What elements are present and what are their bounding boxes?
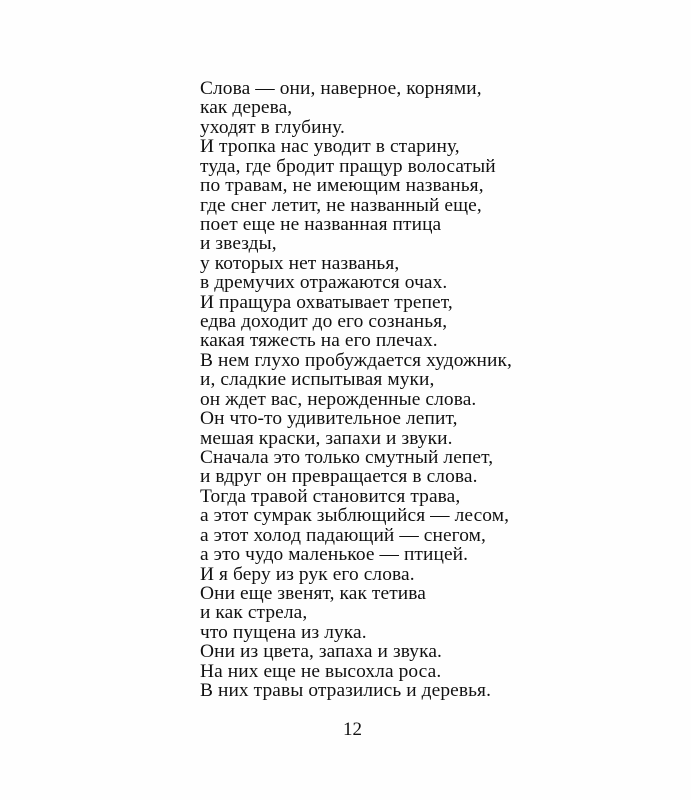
poem-line: а это чудо маленькое — птицей. [200,544,469,566]
poem-line: и вдруг он превращается в слова. [200,466,478,488]
poem-line: в дремучих отражаются очах. [200,272,448,294]
poem-line: и, сладкие испытывая муки, [200,369,435,391]
poem-line: Они из цвета, запаха и звука. [200,641,442,663]
poem-line: он ждет вас, нерожденные слова. [200,388,477,410]
poem-text [200,79,620,701]
poem-line: Он что-то удивительное лепит, [200,408,458,430]
poem-line: у которых нет названья, [200,252,400,274]
poem-line: и как стрела, [200,602,308,624]
poem-line: И я беру из рук его слова. [200,563,415,585]
poem-line: Слова — они, наверное, корнями, [200,78,482,99]
poem-line: Они еще звенят, как тетива [200,582,426,604]
poem-line: уходят в глубину. [200,116,345,138]
page-number: 12 [343,719,362,740]
poem-line: какая тяжесть на его плечах. [200,330,438,352]
poem-line: поет еще не названная птица [200,213,442,235]
poem-line: а этот сумрак зыблющийся — лесом, [200,505,510,527]
poem-line: И тропка нас уводит в старину, [200,136,460,158]
poem-line: Тогда травой становится трава, [200,485,461,507]
poem-line: как дерева, [200,97,293,119]
poem-line: едва доходит до его сознанья, [200,311,448,333]
poem-line: по травам, не имеющим названья, [200,175,484,197]
poem-line: и звезды, [200,233,277,255]
poem-line: туда, где бродит пращур волосатый [200,155,496,177]
poem-line: мешая краски, запахи и звуки. [200,427,453,449]
poem-line: а этот холод падающий — снегом, [200,524,486,546]
poem-line: что пущена из лука. [200,621,367,643]
poem-line: где снег летит, не названный еще, [200,194,482,216]
poem-line: В них травы отразились и деревья. [200,680,492,702]
poem-line: И пращура охватывает трепет, [200,291,453,313]
poem-line: В нем глухо пробуждается художник, [200,349,512,371]
poem-line: На них еще не высохла роса. [200,660,442,682]
poem-line: Сначала это только смутный лепет, [200,447,494,469]
